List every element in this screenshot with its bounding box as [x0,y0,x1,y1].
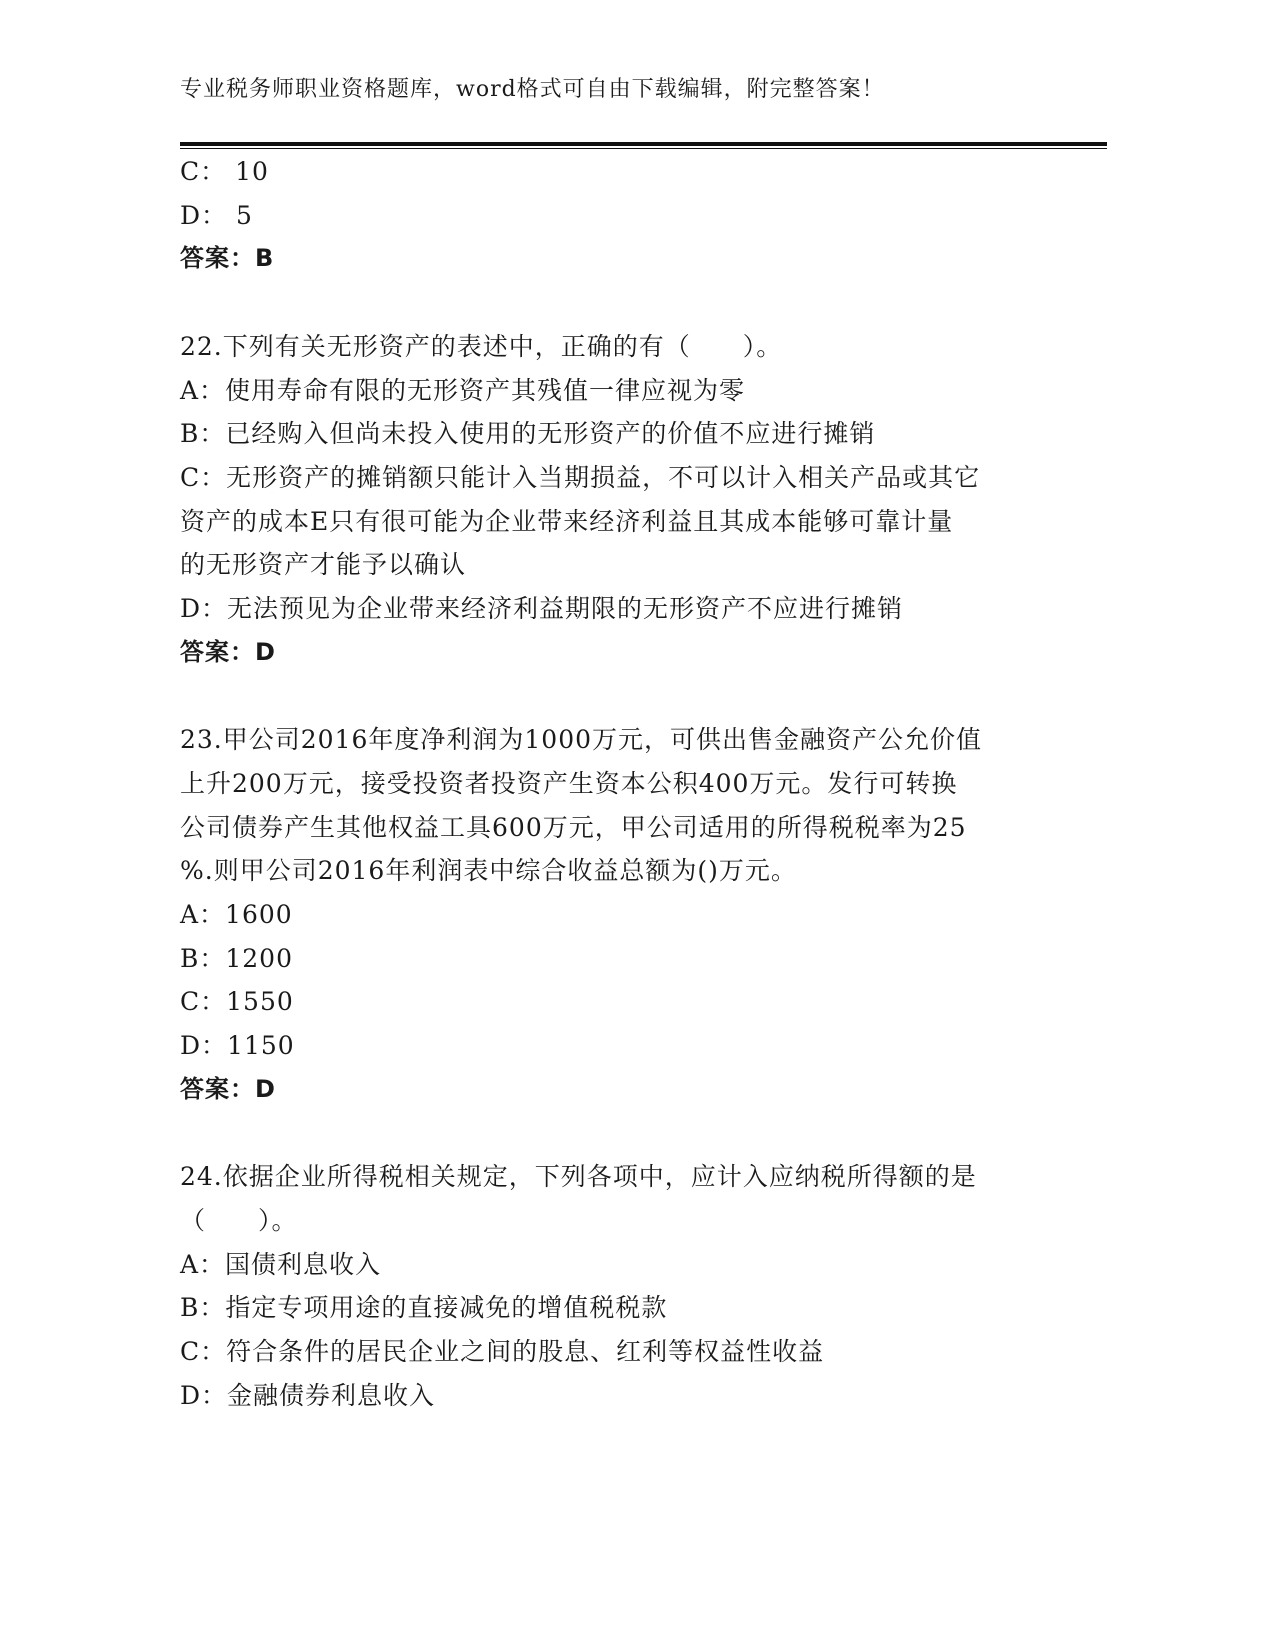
question-stem-continued: %.则甲公司2016年利润表中综合收益总额为()万元。 [180,856,797,886]
document-body [180,150,1040,1417]
previous-question-tail [180,150,1040,281]
option-c-continued: 资产的成本E只有很可能为企业带来经济利益且其成本能够可靠计量 [180,506,954,536]
question-24 [180,1155,1040,1417]
answer-line: 答案：B [180,244,275,273]
divider-thin-line [180,148,1107,149]
option-c: C：无形资产的摊销额只能计入当期损益，不可以计入相关产品或其它 [180,462,981,492]
option-label: D [180,200,202,230]
spacer [180,1111,1040,1155]
option-text: 10 [235,157,269,186]
answer-line: 答案：D [180,637,276,666]
question-stem-continued: 上升200万元，接受投资者投资产生资本公积400万元。发行可转换 [180,768,958,798]
question-stem: 22.下列有关无形资产的表述中，正确的有（ ）。 [180,331,783,361]
question-stem: 23.甲公司2016年度净利润为1000万元，可供出售金融资产公允价值 [180,725,983,755]
question-23 [180,718,1040,1111]
option-c: C：1550 [180,987,294,1017]
question-stem-continued: 公司债券产生其他权益工具600万元，甲公司适用的所得税税率为25 [180,812,967,842]
option-b: B：已经购入但尚未投入使用的无形资产的价值不应进行摊销 [180,419,876,449]
option-text: 5 [236,200,253,230]
option-d: D：1150 [180,1031,295,1061]
option-d: D： 5 [180,200,253,230]
option-a: A：1600 [180,899,293,929]
option-c: C： 10 [180,157,269,186]
page-header: 专业税务师职业资格题库，word格式可自由下载编辑，附完整答案！ [180,77,885,102]
spacer [180,281,1040,325]
option-a: A：使用寿命有限的无形资产其残值一律应视为零 [180,375,746,405]
spacer [180,674,1040,718]
question-stem-continued: （ ）。 [180,1205,298,1235]
option-label: C [180,157,201,186]
divider-thick-line [180,142,1107,146]
header-divider [180,142,1107,149]
option-a: A：国债利息收入 [180,1249,382,1279]
option-b: B：1200 [180,943,293,973]
option-b: B：指定专项用途的直接减免的增值税税款 [180,1293,668,1323]
option-c-continued: 的无形资产才能予以确认 [180,550,467,580]
option-d: D：无法预见为企业带来经济利益期限的无形资产不应进行摊销 [180,594,904,624]
question-stem: 24.依据企业所得税相关规定，下列各项中，应计入应纳税所得额的是 [180,1162,977,1192]
option-c: C：符合条件的居民企业之间的股息、红利等权益性收益 [180,1336,825,1366]
option-d: D：金融债券利息收入 [180,1380,436,1410]
question-22 [180,325,1040,675]
answer-line: 答案：D [180,1074,276,1103]
